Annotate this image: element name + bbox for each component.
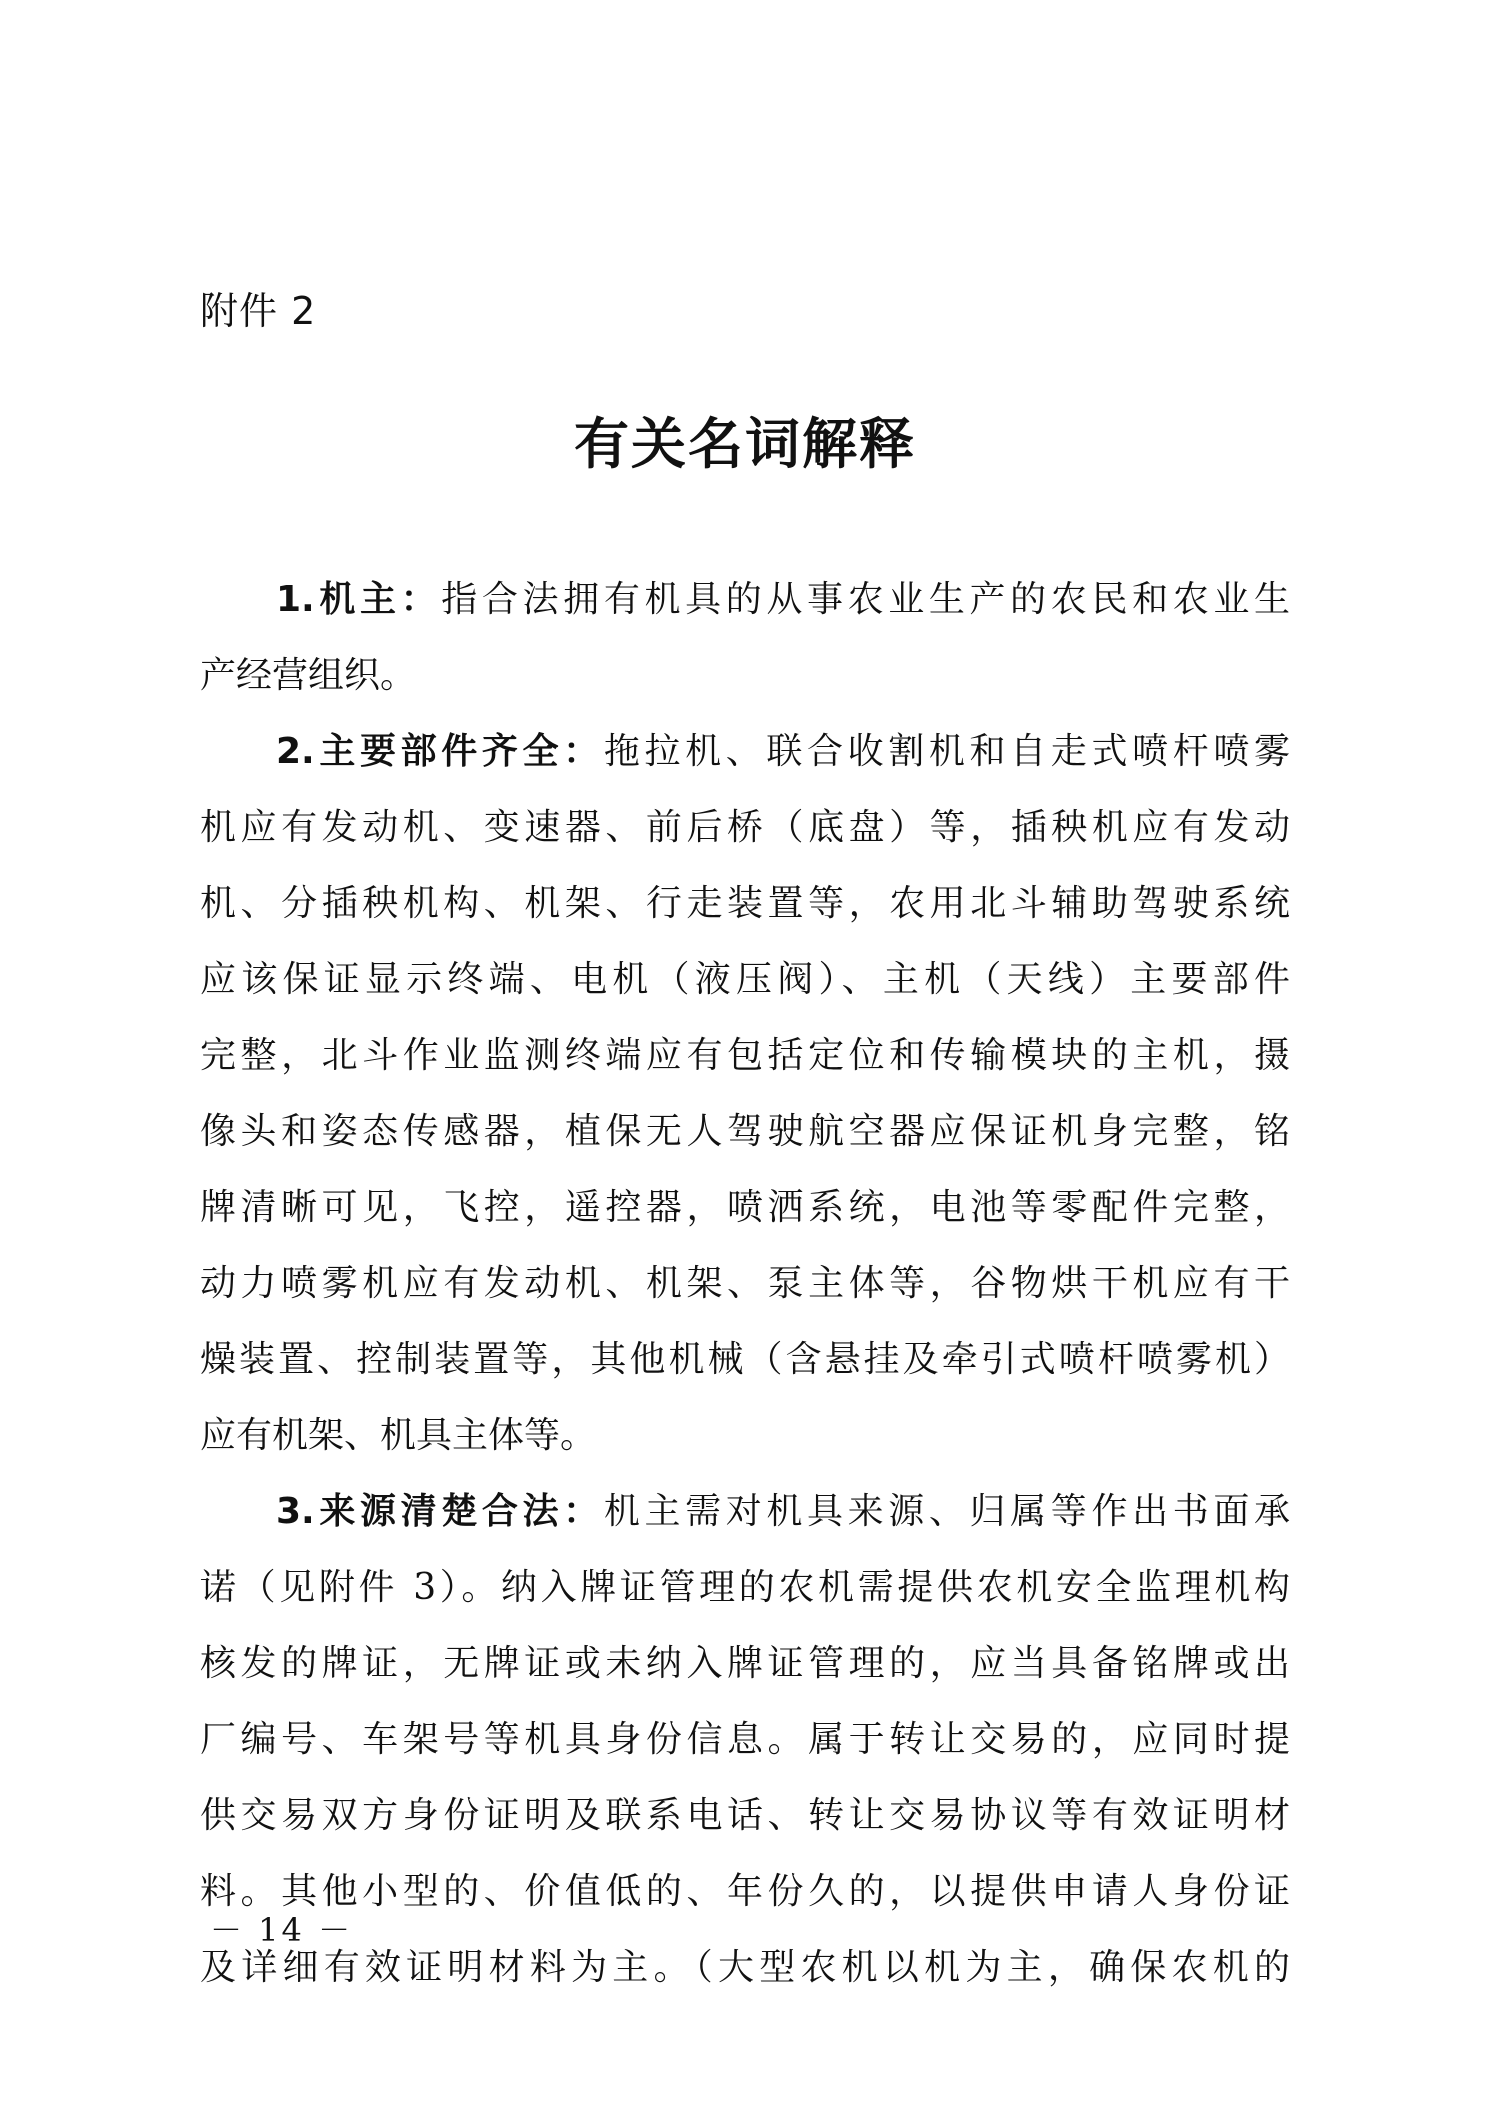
section-1-line-2: 产经营组织。 (200, 655, 417, 696)
section-3-line-4: 厂编号、车架号等机具身份信息。属于转让交易的，应同时提 (200, 1719, 1290, 1760)
section-3-line-6: 料。其他小型的、价值低的、年份久的，以提供申请人身份证 (200, 1871, 1290, 1912)
section-2-line-10: 应有机架、机具主体等。 (200, 1415, 597, 1456)
page-title: 有关名词解释 (573, 412, 916, 476)
section-1-number: 1. (276, 579, 315, 620)
section-3-line-5: 供交易双方身份证明及联系电话、转让交易协议等有效证明材 (200, 1795, 1290, 1836)
section-3-number: 3. (276, 1491, 315, 1532)
section-1-line-1 (200, 562, 1290, 638)
section-2-term-text: 主要部件齐全： (314, 731, 604, 772)
document-body (200, 562, 1290, 2006)
section-1-text: 指合法拥有机具的从事农业生产的农民和农业生 (441, 579, 1290, 620)
section-1-term-text: 机主： (314, 579, 442, 620)
section-2-term (276, 731, 604, 772)
section-3-line-1 (200, 1474, 1290, 1550)
attachment-label: 附件 2 (200, 289, 317, 333)
section-3-line-3: 核发的牌证，无牌证或未纳入牌证管理的，应当具备铭牌或出 (200, 1643, 1290, 1684)
section-3-term (276, 1491, 604, 1532)
section-2-line-4: 应该保证显示终端、电机（液压阀）、主机（天线）主要部件 (200, 959, 1290, 1000)
section-2-line-3: 机、分插秧机构、机架、行走装置等，农用北斗辅助驾驶系统 (200, 883, 1290, 924)
section-3-line-2: 诺（见附件 3）。纳入牌证管理的农机需提供农机安全监理机构 (200, 1567, 1290, 1608)
section-3-line-7: 及详细有效证明材料为主。（大型农机以机为主，确保农机的 (200, 1947, 1290, 1988)
section-2-line-7: 牌清晰可见，飞控，遥控器，喷洒系统，电池等零配件完整， (200, 1187, 1290, 1228)
section-2-line-9: 燥装置、控制装置等，其他机械（含悬挂及牵引式喷杆喷雾机） (200, 1339, 1290, 1380)
section-3-text: 机主需对机具来源、归属等作出书面承 (603, 1491, 1290, 1532)
section-2-line-6: 像头和姿态传感器，植保无人驾驶航空器应保证机身完整，铭 (200, 1111, 1290, 1152)
section-2-line-1 (200, 714, 1290, 790)
section-1-term (276, 579, 441, 620)
section-2-text: 拖拉机、联合收割机和自走式喷杆喷雾 (603, 731, 1290, 772)
page-number: － 14 － (210, 1911, 354, 1949)
section-2-number: 2. (276, 731, 315, 772)
section-2-line-5: 完整，北斗作业监测终端应有包括定位和传输模块的主机，摄 (200, 1035, 1290, 1076)
section-3-term-text: 来源清楚合法： (314, 1491, 604, 1532)
section-2-line-2: 机应有发动机、变速器、前后桥（底盘）等，插秧机应有发动 (200, 807, 1290, 848)
section-2-line-8: 动力喷雾机应有发动机、机架、泵主体等，谷物烘干机应有干 (200, 1263, 1290, 1304)
